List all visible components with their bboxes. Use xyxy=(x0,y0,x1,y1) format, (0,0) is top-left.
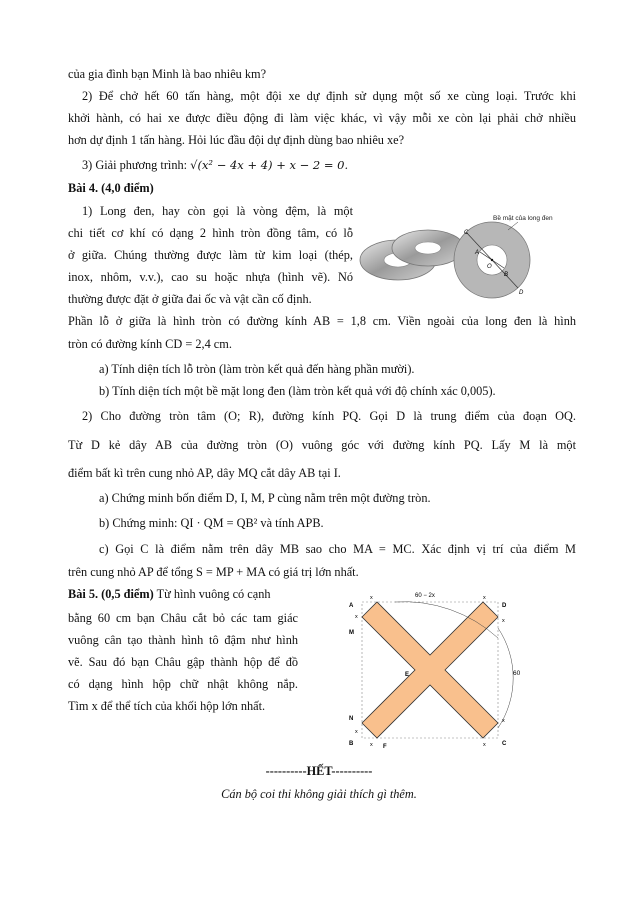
question2-line2: khởi hành, có hai xe được điều động đi làm việc khác, vì vậy mỗi xe còn lại phải chở nhiều xyxy=(68,111,576,125)
x-label-left-top: x xyxy=(355,614,358,620)
end-marker: ----------HẾT---------- xyxy=(265,764,373,778)
footer-note: Cán bộ coi thi không giải thích gì thêm. xyxy=(221,787,417,801)
bai4-2-line2: Từ D kẻ dây AB của đường tròn (O) vuông góc với đường kính PQ. Lấy M là một xyxy=(68,438,576,452)
bai4-2-line1: 2) Cho đường tròn tâm (O; R), đường kính PQ. Gọi D là trung điểm của đoạn OQ. xyxy=(82,409,576,423)
box-net-diagram xyxy=(345,588,535,754)
bai5-line3: vuông cân tạo thành hình tô đậm như hình xyxy=(68,633,298,647)
bai4-line4: inox, nhôm, v.v.), cao su hoặc nhựa (hình vẽ). Nó xyxy=(68,270,353,284)
bai4-line1: 1) Long đen, hay còn gọi là vòng đệm, là một xyxy=(82,204,353,218)
prev-question-tail: của gia đình bạn Minh là bao nhiêu km? xyxy=(68,67,267,81)
x-label-right-top: x xyxy=(502,618,505,624)
point-a: A xyxy=(349,603,354,609)
point-m: M xyxy=(349,630,354,636)
point-d: D xyxy=(502,603,507,609)
washer-label-a: A xyxy=(475,250,480,256)
washer-label-o: O xyxy=(487,264,492,270)
question2-line3: hơn dự định 1 tấn hàng. Hỏi lúc đầu đội dự định dùng bao nhiêu xe? xyxy=(68,133,405,147)
x-label-bottom-left: x xyxy=(370,742,373,748)
bai4-line3: ở giữa. Chúng thường được làm từ kim loại (thép, xyxy=(68,248,353,262)
point-e: E xyxy=(405,672,410,678)
x-label-right-bottom: x xyxy=(502,718,505,724)
x-label-top-left: x xyxy=(370,595,373,601)
point-c: C xyxy=(502,741,507,747)
washer-figure xyxy=(358,210,573,300)
bai4-part-b: b) Tính diện tích một bề mặt long đen (làm tròn kết quả với độ chính xác 0,005). xyxy=(99,384,496,398)
question3-label: 3) Giải phương trình: xyxy=(82,158,188,172)
bai4-part-a: a) Tính diện tích lỗ tròn (làm tròn kết quả đến hàng phần mười). xyxy=(99,362,415,376)
bai4-line2: chi tiết cơ khí có dạng 2 hình tròn đồng tâm, có lỗ xyxy=(68,226,353,240)
point-b: B xyxy=(349,741,354,747)
point-n: N xyxy=(349,716,354,722)
label-side-60: 60 xyxy=(513,670,521,677)
bai4-line7: tròn có đường kính CD = 2,4 cm. xyxy=(68,337,232,351)
box-net-figure xyxy=(345,588,535,754)
bai4-2-part-c-line1: c) Gọi C là điểm nằm trên dây MB sao cho MA = MC. Xác định vị trí của điểm M xyxy=(99,542,576,556)
bai4-line6: Phần lỗ ở giữa là hình tròn có đường kính AB = 1,8 cm. Viền ngoài của long đen là hình xyxy=(68,314,576,328)
washer-illustration xyxy=(358,210,573,300)
x-label-left-bottom: x xyxy=(355,729,358,735)
x-label-bottom-right: x xyxy=(483,742,486,748)
bai4-2-part-c-line2: trên cung nhỏ AP để tổng S = MP + MA có giá trị lớn nhất. xyxy=(68,565,359,579)
bai5-title: Bài 5. (0,5 điểm) xyxy=(68,587,154,601)
bai4-2-line3: điểm bất kì trên cung nhỏ AP, dây MQ cắt dây AB tại I. xyxy=(68,466,341,480)
point-f: F xyxy=(383,744,387,750)
bai5-line5: có dạng hình hộp chữ nhật không nắp. xyxy=(68,677,298,691)
x-label-top-right: x xyxy=(483,595,486,601)
washer-label-d: D xyxy=(519,290,524,296)
question2-line1: 2) Để chở hết 60 tấn hàng, một đội xe dự định sử dụng một số xe cùng loại. Trước khi xyxy=(82,89,576,103)
bai4-2-part-a: a) Chứng minh bốn điểm D, I, M, P cùng nằm trên một đường tròn. xyxy=(99,491,431,505)
bai5-line1 xyxy=(68,586,298,603)
bai5-line2: bằng 60 cm bạn Châu cắt bỏ các tam giác xyxy=(68,611,298,625)
washer-label-c: C xyxy=(464,230,469,236)
washer-photo-2 xyxy=(392,230,464,266)
washer-caption: Bề mặt của long đen xyxy=(493,215,553,222)
bai4-line5: thường được đặt ở giữa đai ốc và vật cần cố định. xyxy=(68,292,312,306)
question3-equation: √(x² − 4x + 4) + x − 2 = 0. xyxy=(190,158,349,172)
bai5-line6: Tìm x để thể tích của khối hộp lớn nhất. xyxy=(68,699,266,713)
question3 xyxy=(82,157,576,174)
bai5-text-start: Từ hình vuông có cạnh xyxy=(156,587,271,601)
bai5-line4: vẽ. Sau đó bạn Châu gập thành hộp để đồ xyxy=(68,655,298,669)
label-60-minus-2x: 60 − 2x xyxy=(415,593,435,599)
bai4-title: Bài 4. (4,0 điểm) xyxy=(68,181,154,195)
bai4-2-part-b: b) Chứng minh: QI · QM = QB² và tính APB. xyxy=(99,516,324,530)
washer-label-b: B xyxy=(504,272,509,278)
